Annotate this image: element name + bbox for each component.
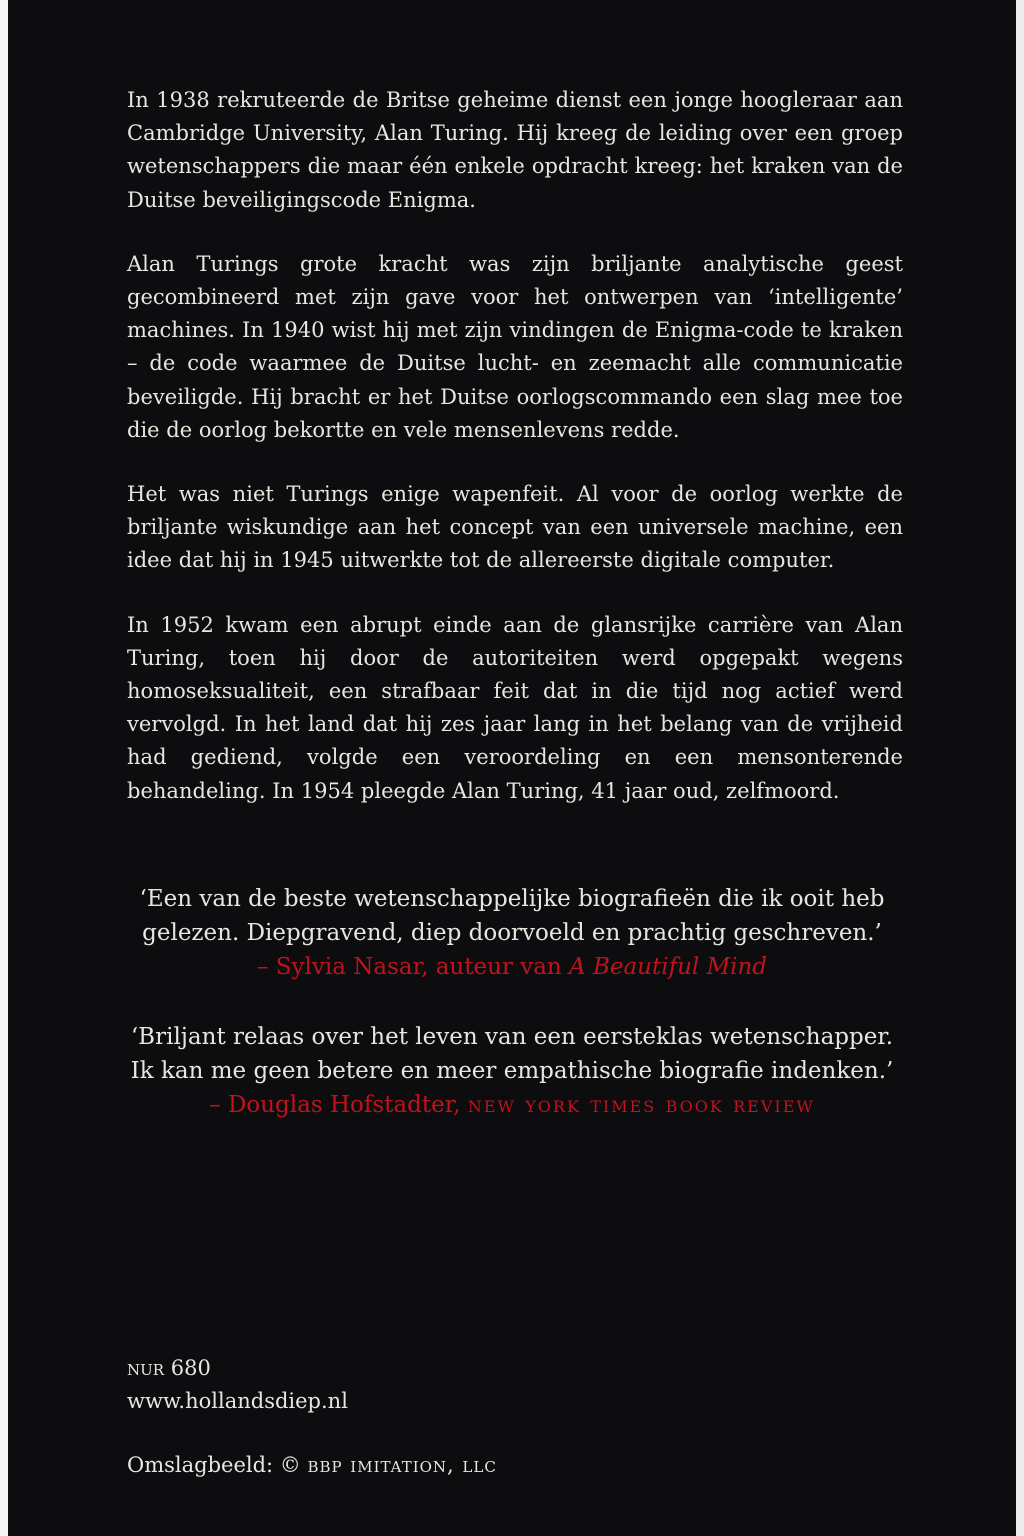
attribution-source: new york times book review [467, 1092, 815, 1118]
credit-holder: bbp imitation, llc [307, 1453, 497, 1477]
review-quotes [68, 882, 956, 1158]
blurb-paragraph-4: In 1952 kwam een abrupt einde aan de glansrijke carrière van Alan Turing, toen hij door de autoriteiten werd opgepakt wegens homoseksualiteit, een strafbaar feit dat in die tijd nog actief werd vervolgd. In het land dat hij zes jaar lang in het belang van de vrijheid had gediend, volgde een veroordeling en een mensonterende behandeling. In 1954 pleegde Alan Turing, 41 jaar oud, zelfmoord. [127, 612, 903, 803]
quote-line: gelezen. Diepgravend, diep doorvoeld en prachtig geschreven.’ [142, 920, 882, 946]
quote-line: Ik kan me geen betere en meer empathische biografie indenken.’ [130, 1058, 894, 1084]
back-cover-footer [127, 1352, 727, 1482]
blurb-paragraph-2: Alan Turings grote kracht was zijn briljante analytische geest gecombineerd met zijn gave voor het ontwerpen van ‘intelligente’ machines. In 1940 wist hij met zijn vindingen de Enigma-code te kraken – de code waarmee de Duitse lucht- en zeemacht alle communicatie beveiligde. Hij bracht er het Duitse oorlogscommando een slag mee toe die de oorlog bekortte en vele mensenlevens redde. [127, 251, 903, 442]
quote-line: ‘Een van de beste wetenschappelijke biografieën die ik ooit heb [139, 886, 885, 912]
blurb-paragraph-3: Het was niet Turings enige wapenfeit. Al voor de oorlog werkte de briljante wiskundige aan het concept van een universele machine, een idee dat hij in 1945 uitwerkte tot de allereerste digitale computer. [127, 482, 903, 573]
book-back-cover [8, 0, 1016, 1536]
review-quote-hofstadter [68, 1020, 956, 1122]
attribution-source: A Beautiful Mind [569, 954, 768, 980]
cover-image-credit [127, 1449, 727, 1482]
quote-attribution [68, 950, 956, 984]
review-quote-nasar [68, 882, 956, 984]
attribution-author: – Douglas Hofstadter, [209, 1092, 468, 1118]
quote-attribution [68, 1088, 956, 1122]
nur-code: nur 680 [127, 1356, 211, 1380]
quote-line: ‘Briljant relaas over het leven van een eersteklas wetenschapper. [130, 1024, 894, 1050]
page-edge [1016, 0, 1024, 1536]
credit-label: Omslagbeeld: © [127, 1453, 308, 1477]
blurb-paragraph-1: In 1938 rekruteerde de Britse geheime dienst een jonge hoogleraar aan Cambridge University, Alan Turing. Hij kreeg de leiding over een groep wetenschappers die maar één enkele opdracht kreeg: het kraken van de Duitse beveiligingscode Enigma. [127, 88, 903, 212]
publisher-url: www.hollandsdiep.nl [127, 1389, 348, 1413]
blurb-body [127, 84, 903, 839]
attribution-author: – Sylvia Nasar, auteur van [256, 954, 570, 980]
